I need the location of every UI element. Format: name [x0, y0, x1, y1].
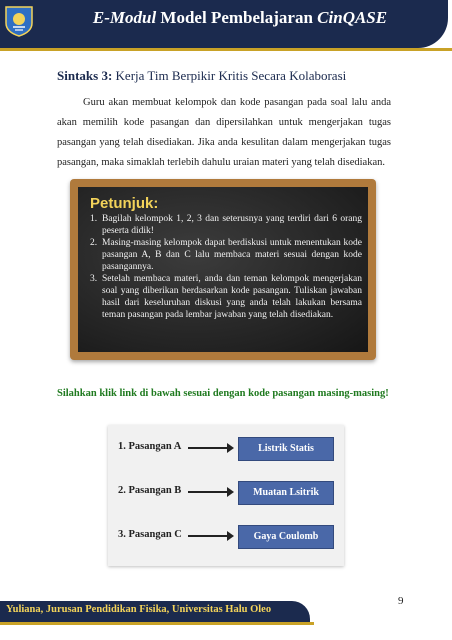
header-title-mid: Model Pembelajaran: [156, 8, 318, 27]
instruction-text: Bagilah kelompok 1, 2, 3 dan seterusnya yang terdiri dari 6 orang peserta didik!: [102, 214, 362, 236]
section-title-text: Kerja Tim Berpikir Kritis Secara Kolaborasi: [112, 68, 347, 83]
instruction-item: [90, 273, 362, 321]
header-title-emodul: E-Modul: [92, 8, 157, 27]
footer-author: Yuliana, Jurusan Pendidikan Fisika, Universitas Halu Oleo: [6, 604, 272, 615]
chalkboard-frame: [70, 179, 376, 360]
instruction-list: [90, 213, 362, 321]
footer-stripe: [0, 622, 314, 625]
chalkboard: [78, 187, 368, 352]
pairing-label: 3. Pasangan C: [118, 529, 182, 540]
instruction-text: Setelah membaca materi, anda dan teman kelompok mengerjakan soal yang diberikan berdasarkan kode pasangan. Tuliskan jawaban hasil dari keseluruhan diskusi yang anda telah lakukan bersama teman pasangan pada lembar jawaban yang telah disediakan.: [102, 274, 362, 320]
chalkboard-title: Petunjuk:: [90, 195, 159, 212]
link-button-muatan-listrik[interactable]: Muatan Lsitrik: [238, 481, 334, 505]
section-label: Sintaks 3:: [57, 68, 113, 83]
section-title: [57, 68, 346, 84]
university-logo-icon: [4, 5, 34, 37]
link-button-listrik-statis[interactable]: Listrik Statis: [238, 437, 334, 461]
instruction-item: [90, 213, 362, 237]
instruction-number: 1.: [90, 214, 98, 224]
instruction-text: Masing-masing kelompok dapat berdiskusi untuk menentukan kode pasangan A, B dan C lalu membaca materi sesuai dengan kode pasangannya.: [102, 238, 362, 272]
instruction-item: [90, 237, 362, 273]
page-footer: [0, 601, 314, 625]
intro-paragraph: Guru akan membuat kelompok dan kode pasangan pada soal lalu anda akan memilih kode pasangan dan dipersilahkan untuk mengerjakan tugas pasangan yang telah disediakan. Jika anda kesulitan dalam mengerjakan tugas pasangan, maka simaklah terlebih dahulu uraian materi yang telah disediakan.: [57, 97, 391, 168]
link-heading: Silahkan klik link di bawah sesuai dengan kode pasangan masing-masing!: [57, 388, 389, 399]
header-title: [40, 8, 440, 28]
page-number: 9: [398, 595, 404, 607]
pairing-links-panel: [108, 425, 344, 566]
arrow-right-icon: [188, 535, 232, 537]
header-title-brand: CinQASE: [317, 8, 388, 27]
pairing-label: 1. Pasangan A: [118, 441, 182, 452]
arrow-right-icon: [188, 491, 232, 493]
page-header: [0, 0, 452, 50]
instruction-number: 3.: [90, 274, 98, 284]
arrow-right-icon: [188, 447, 232, 449]
link-button-gaya-coulomb[interactable]: Gaya Coulomb: [238, 525, 334, 549]
instruction-number: 2.: [90, 238, 98, 248]
header-stripe: [0, 48, 452, 51]
pairing-label: 2. Pasangan B: [118, 485, 182, 496]
